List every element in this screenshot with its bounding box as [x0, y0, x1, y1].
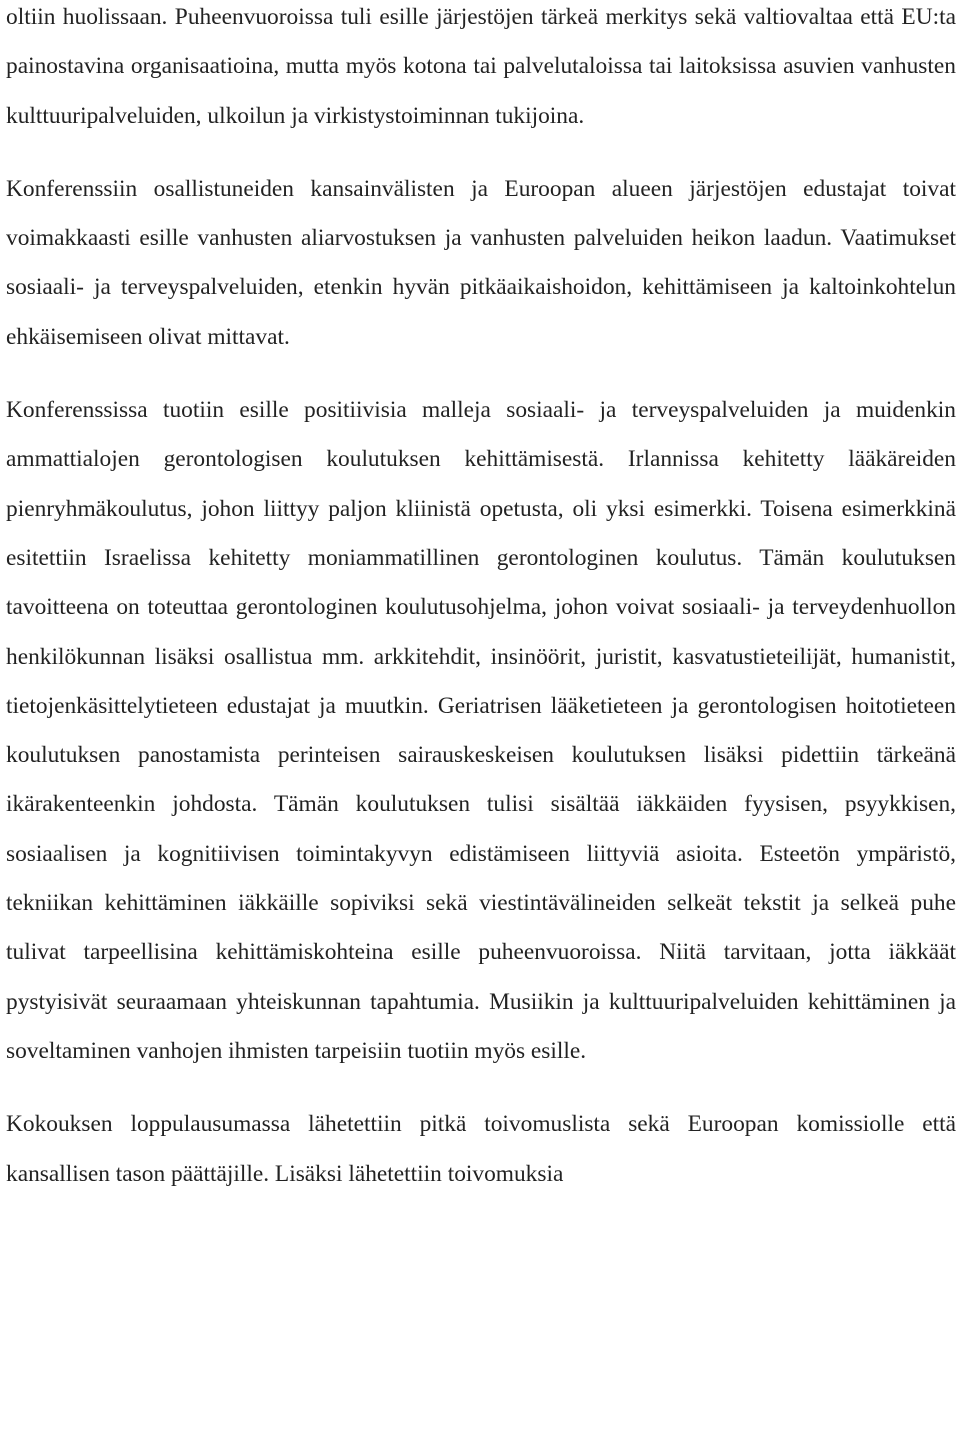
paragraph-2: Konferenssiin osallistuneiden kansainvälisten ja Euroopan alueen järjestöjen edustajat toivat voimakkaasti esille vanhusten aliarvostuksen ja vanhusten palveluiden heikon laadun. Vaatimukset sosiaali- ja terveyspalveluiden, etenkin hyvän pitkäaikaishoidon, kehittämiseen ja kaltoinkohtelun ehkäisemiseen olivat mittavat. [6, 175, 956, 350]
paragraph-1: oltiin huolissaan. Puheenvuoroissa tuli esille järjestöjen tärkeä merkitys sekä valtiovaltaa että EU:ta painostavina organisaatioina, mutta myös kotona tai palvelutaloissa tai laitoksissa asuvien vanhusten kulttuuripalveluiden, ulkoilun ja virkistystoiminnan tukijoina. [6, 4, 956, 129]
paragraph-3: Konferenssissa tuotiin esille positiivisia malleja sosiaali- ja terveyspalveluiden ja muidenkin ammattialojen gerontologisen koulutuksen kehittämisestä. Irlannissa kehitetty lääkäreiden pienryhmäkoulutus, johon liittyy paljon kliinistä opetusta, oli yksi esimerkki. Toisena esimerkkinä esitettiin Israelissa kehitetty moniammatillinen gerontologinen koulutus. Tämän koulutuksen tavoitteena on toteuttaa gerontologinen koulutusohjelma, johon voivat sosiaali- ja terveydenhuollon henkilökunnan lisäksi osallistua mm. arkkitehdit, insinöörit, juristit, kasvatustieteilijät, humanistit, tietojenkäsittelytieteen edustajat ja muutkin. Geriatrisen lääketieteen ja gerontologisen hoitotieteen koulutuksen panostamista perinteisen sairauskeskeisen koulutuksen lisäksi pidettiin tärkeänä ikärakenteenkin johdosta. Tämän koulutuksen tulisi sisältää iäkkäiden fyysisen, psyykkisen, sosiaalisen ja kognitiivisen toimintakyvyn edistämiseen liittyviä asioita. Esteetön ympäristö, tekniikan kehittäminen iäkkäille sopiviksi sekä viestintävälineiden selkeät tekstit ja selkeä puhe tulivat tarpeellisina kehittämiskohteina esille puheenvuoroissa. Niitä tarvitaan, jotta iäkkäät pystyisivät seuraamaan yhteiskunnan tapahtumia. Musiikin ja kulttuuripalveluiden kehittäminen ja soveltaminen vanhojen ihmisten tarpeisiin tuotiin myös esille. [6, 397, 956, 1064]
paragraph-4: Kokouksen loppulausumassa lähetettiin pitkä toivomuslista sekä Euroopan komissiolle että kansallisen tason päättäjille. Lisäksi lähetettiin toivomuksia [6, 1111, 956, 1187]
